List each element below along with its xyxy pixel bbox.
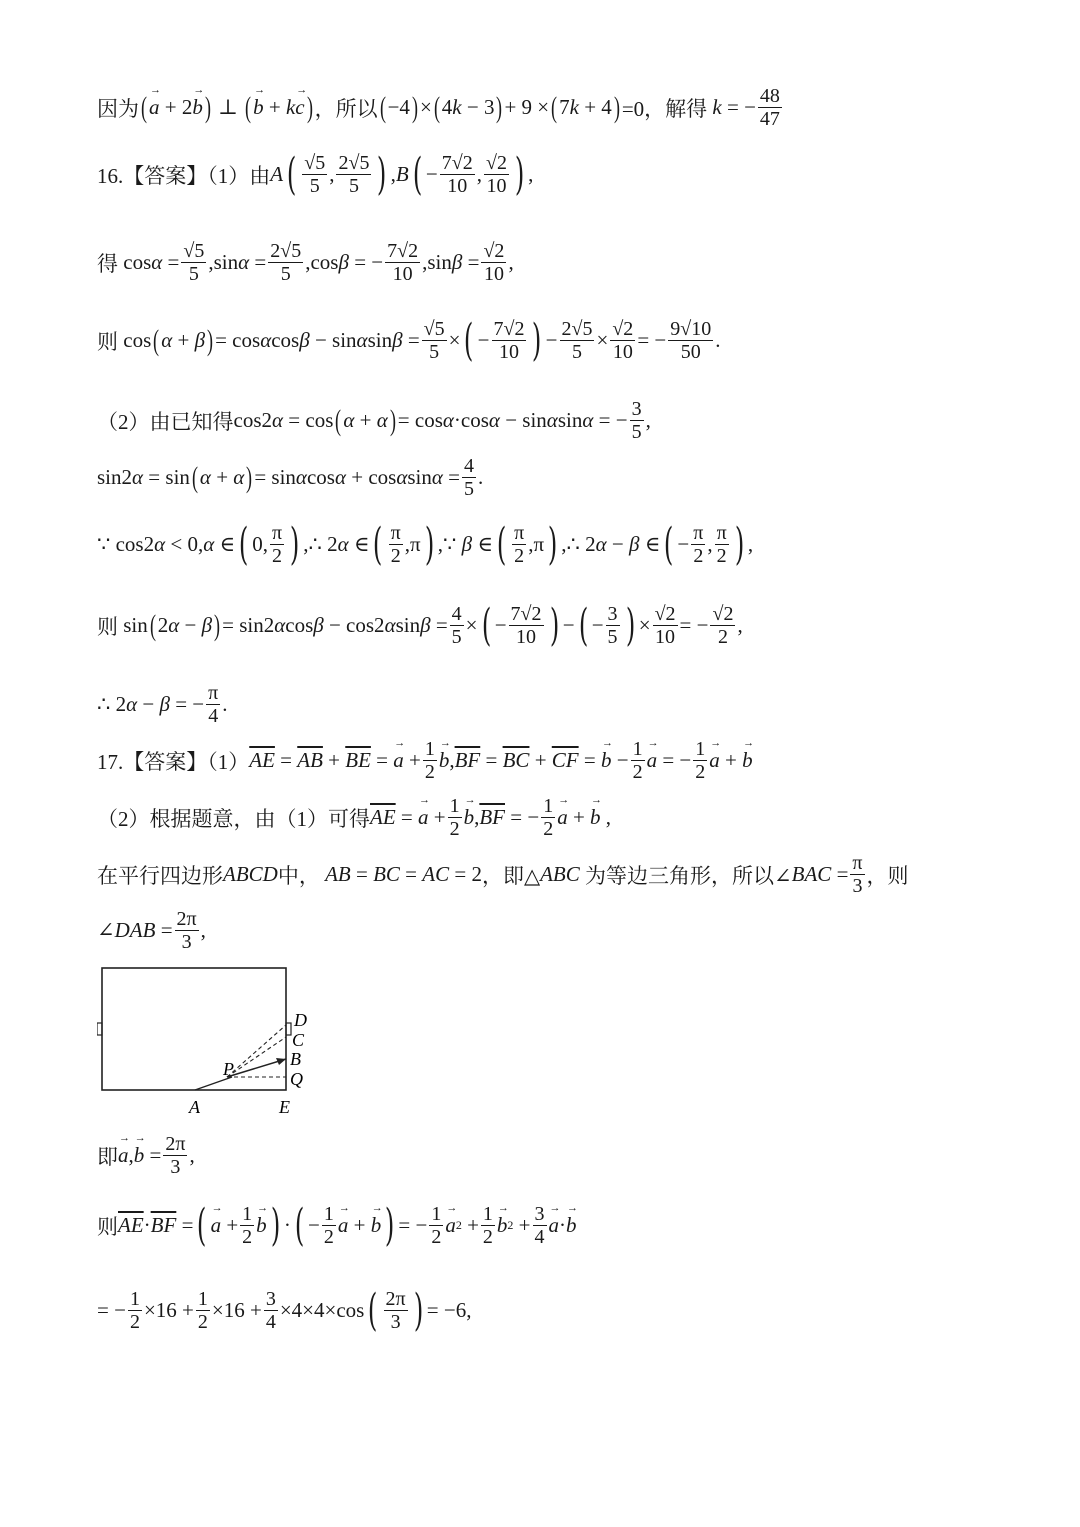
line-13: ∠ DAB = $\frac{2\pi}{3}$ , bbox=[97, 908, 206, 954]
line-14: 即 → a , → b = $\frac{2\pi}{3}$ , bbox=[97, 1133, 195, 1179]
line-6: sin2 α = sin ( α + α ) = sin α cos α + cos α sin α = $\frac{4}{5}$ . bbox=[97, 455, 484, 501]
line-16: = − $\frac{1}{2}$ ×16 + $\frac{1}{2}$ ×16 + $\frac{3}{4}$ ×4×4×cos ( $\frac{2\pi}{3}$ ) = −6, bbox=[97, 1284, 472, 1336]
line-PC bbox=[227, 1037, 286, 1077]
label-D: D bbox=[294, 1010, 307, 1030]
label-B: B bbox=[290, 1049, 301, 1069]
line-11: （2）根据题意，由（1）可得 $\overline{AE}$ = → a + $\frac{1}{2}$ → b , $\overline{BF}$ = − $\frac{1}{2}$ → a + → b , bbox=[97, 795, 611, 841]
line-12: 在平行四边形 ABCD 中， AB = BC = AC = 2 ，即△ ABC 为等边三角形，所以∠ BAC = $\frac{\pi}{3}$ ，则 bbox=[97, 852, 909, 898]
line-5: （2）由已知得 cos2 α = cos ( α + α ) = cos α ·cos α − sin α sin α = − $\frac{3}{5}$ , bbox=[97, 398, 651, 444]
label-Q: Q bbox=[290, 1069, 303, 1089]
line-8: 则 sin ( 2 α − β ) = sin2 α cos β − cos2 α sin β = $\frac{4}{5}$ × ( − $\frac{7√2}{10}$ ) − ( − $\frac{3}{5}$ ) × $\frac{√2}{10}$ = − $\frac{√2}{2}$ , bbox=[97, 599, 743, 651]
q17-line: 17.【答案】（1） $\overline{AE}$ = $\overline{AB}$ + $\overline{BE}$ = → a + $\frac{1}{2}$ → b , $\overline{BF}$ = $\overline{BC}$ + $\overline{CF}$ = → b − $\frac{1}{2}$ → a = − $\frac{1}{2}$ → a + → b bbox=[97, 738, 753, 784]
line-7: ∵ cos2 α < 0, α ∈ ( 0, $\frac{\pi}{2}$ ) ,∴ 2 α ∈ ( $\frac{\pi}{2}$ ,π ) ,∵ β ∈ ( $\frac{\pi}{2}$ ,π ) ,∴ 2 α − β ∈ ( − $\frac{\pi}{2}$ , $\frac{\pi}{2}$ ) , bbox=[97, 518, 754, 570]
line-3: 得 cos α = $\frac{√5}{5}$ ,sin α = $\frac{2√5}{5}$ ,cos β = − $\frac{7√2}{10}$ ,sin β = $\frac{√2}{10}$ , bbox=[97, 240, 514, 286]
answer-label: 16.【答案】（1）由 bbox=[97, 163, 271, 188]
text: ，所以 bbox=[314, 96, 378, 121]
figure-svg bbox=[97, 965, 357, 1125]
q16-line: 16.【答案】（1）由 A ( $\frac{√5}{5}$ , $\frac{2√5}{5}$ ) , B ( − $\frac{7√2}{10}$ , $\frac{√2}{10}$ ) , bbox=[97, 148, 534, 200]
label-E: E bbox=[279, 1097, 290, 1117]
fraction: $\frac{48}{47}$ bbox=[759, 85, 780, 131]
line-1: 因为 ( → a + 2 → b ) ⊥ ( → b + k → c ) ，所以 ( −4 ) × ( 4 k − 3 ) + 9 × ( 7 k + 4 ) =0，解得 k = − $\frac{48}{47}$ bbox=[97, 85, 784, 131]
label-C: C bbox=[292, 1030, 305, 1050]
text: =0，解得 bbox=[621, 96, 708, 121]
label-A: A bbox=[189, 1097, 200, 1117]
line-PD bbox=[227, 1025, 286, 1077]
arrowhead bbox=[276, 1058, 286, 1065]
rectangle bbox=[102, 968, 286, 1090]
line-4: 则 cos ( α + β ) = cos α cos β − sin α sin β = $\frac{√5}{5}$ × ( − $\frac{7√2}{10}$ ) − $\frac{2√5}{5}$ × $\frac{√2}{10}$ = − $\frac{9√10}{50}$ . bbox=[97, 314, 721, 366]
arrow-PB bbox=[227, 1059, 286, 1077]
geometry-figure bbox=[97, 965, 357, 1130]
answer-label: 17.【答案】（1） bbox=[97, 749, 250, 774]
label-P: P bbox=[223, 1059, 234, 1079]
line-9: ∴ 2 α − β = − $\frac{\pi}{4}$ . bbox=[97, 682, 228, 728]
text: 因为 bbox=[97, 96, 139, 121]
line-15: 则 $\overline{AE}$ · $\overline{BF}$ = ( → a + $\frac{1}{2}$ → b ) · ( − $\frac{1}{2}$ → a + → b ) = − $\frac{1}{2}$ → a 2 + $\frac{1}{2}$ → b 2 + $\frac{3}{4}$ → a · → b bbox=[97, 1203, 577, 1249]
